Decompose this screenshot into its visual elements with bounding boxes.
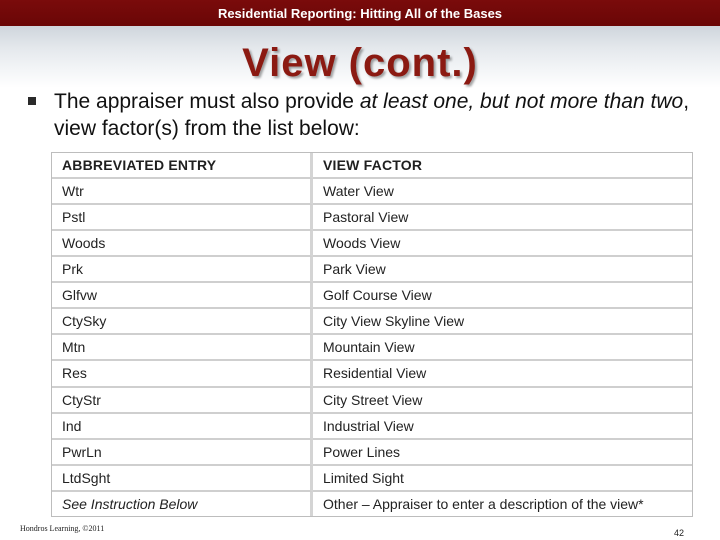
view-factor-cell: Water View (313, 179, 692, 205)
table-row (52, 335, 692, 361)
view-factor-cell: City Street View (313, 388, 692, 414)
abbreviated-entry-cell: PwrLn (52, 440, 313, 466)
abbreviated-entry-cell: Ind (52, 414, 313, 440)
view-factor-cell: Golf Course View (313, 283, 692, 309)
bullet-text-part2: , view factor(s) from the list below: (54, 90, 690, 140)
table-row (52, 492, 692, 516)
table-row (52, 179, 692, 205)
abbreviated-entry-cell: CtyStr (52, 388, 313, 414)
abbreviated-entry-cell: Pstl (52, 205, 313, 231)
view-factor-cell: Power Lines (313, 440, 692, 466)
table-row (52, 205, 692, 231)
abbreviated-entry-cell: Woods (52, 231, 313, 257)
running-header (0, 0, 720, 26)
bullet-point (28, 88, 708, 142)
column-header-view-factor: VIEW FACTOR (313, 153, 692, 179)
square-bullet-icon (28, 97, 36, 105)
table-row (52, 231, 692, 257)
running-header-text: Residential Reporting: Hitting All of the Bases (217, 6, 503, 21)
abbreviated-entry-cell: Prk (52, 257, 313, 283)
abbreviated-entry-cell: LtdSght (52, 466, 313, 492)
view-factor-table-container (51, 152, 693, 517)
view-factor-cell: Park View (313, 257, 692, 283)
table-row (52, 283, 692, 309)
view-factor-cell: City View Skyline View (313, 309, 692, 335)
view-factor-cell: Limited Sight (313, 466, 692, 492)
view-factor-cell: Pastoral View (313, 205, 692, 231)
table-row (52, 388, 692, 414)
bullet-text (54, 88, 708, 142)
bullet-text-part1: The appraiser must also provide (54, 90, 360, 113)
table-row (52, 466, 692, 492)
slide-title: View (cont.) (242, 41, 478, 85)
abbreviated-entry-cell: Res (52, 361, 313, 387)
abbreviated-entry-cell: Glfvw (52, 283, 313, 309)
view-factor-cell: Woods View (313, 231, 692, 257)
view-factor-cell: Industrial View (313, 414, 692, 440)
table-row (52, 414, 692, 440)
view-factor-cell: Mountain View (313, 335, 692, 361)
table-row (52, 440, 692, 466)
view-factor-cell: Residential View (313, 361, 692, 387)
abbreviated-entry-cell: Mtn (52, 335, 313, 361)
bullet-text-emphasis: at least one, but not more than two (359, 90, 684, 113)
view-factor-cell: Other – Appraiser to enter a description of the view* (313, 492, 692, 516)
abbreviated-entry-cell: CtySky (52, 309, 313, 335)
column-header-abbreviated-entry: ABBREVIATED ENTRY (52, 153, 313, 179)
page-number: 42 (673, 528, 684, 538)
abbreviated-entry-cell: See Instruction Below (52, 492, 313, 516)
abbreviated-entry-cell: Wtr (52, 179, 313, 205)
table-header-row (52, 153, 692, 179)
copyright-notice: Hondros Learning, ©2011 (20, 524, 105, 533)
table-row (52, 361, 692, 387)
table-row (52, 309, 692, 335)
table-row (52, 257, 692, 283)
view-factor-table (52, 153, 692, 516)
